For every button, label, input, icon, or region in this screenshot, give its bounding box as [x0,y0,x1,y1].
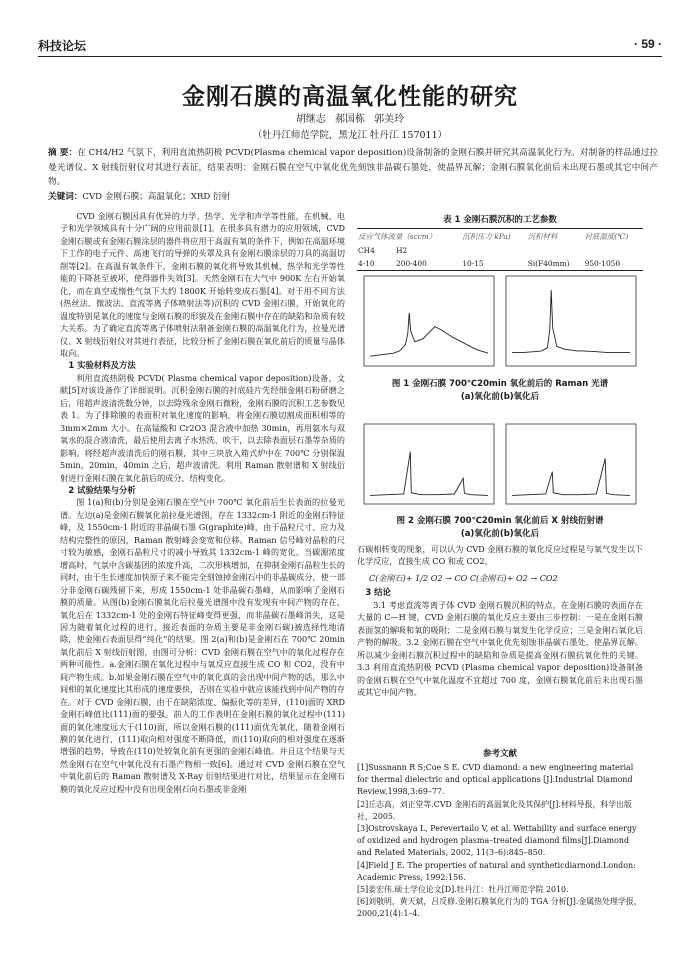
panel-a [364,424,494,504]
table-header: 沉积压力 kPa) [461,229,526,245]
panel-frame [506,424,636,504]
reference-item: [5]姜宏伟.硕士学位论文[D].牡丹江：牡丹江师范学院 2010. [357,885,569,895]
figure1-caption-title: 图 1 金刚石膜 700℃20min 氧化前后的 Raman 光谱 [391,379,609,389]
panel-frame [364,276,494,366]
figure1-caption-sub: (a)氧化前(b)氧化后 [460,392,540,402]
paragraph: 石碳相转变的现象，可以认为 CVD 金刚石膜的氧化反应过程是与氧气发生以下化学反应，直接生成 CO 和或 CO2。 [357,544,643,567]
abstract-label: 摘 要： [48,148,78,158]
series-line [512,458,630,495]
figure2-caption-sub: (a)氧化前(b)氧化后 [460,529,540,539]
raman-spectra-figure [360,272,642,372]
running-header [38,37,662,54]
table-cell: 4-10 [357,257,395,271]
panel-a [364,276,494,366]
panel-frame [364,424,494,504]
section-heading: 2 试验结果与分析 [68,484,136,495]
paper-title: 金刚石膜的高温氧化性能的研究 [182,84,518,110]
reference-item: [1]Sussnann R S;Coe S E. CVD diamond: a new engineering material for thermal dielectric and optical applications [J].Industrial Diamond Review,1998,3:69–77. [357,763,634,797]
abstract [48,146,658,190]
table-header: 反应气体流量（sccm） [357,229,461,245]
table-caption: 表 1 金刚石膜沉积的工艺参数 [443,215,557,225]
table-cell: 950-1050 [584,257,643,271]
equation: C(金刚石)+ 1/2 O2 → CO C(金刚石)+ O2 → CO2 [369,572,558,583]
series-line [370,313,488,356]
table-cell: 200-400 [395,257,461,271]
table-subheader: H2 [396,246,408,255]
section-heading: 3 结论 [365,587,391,598]
panel-b [506,276,636,366]
paragraph: 利用直流热阴极 PCVD( Plasma chemical vapor deposition)设备，文献[5]对该设备作了详细说明。沉积金刚石膜的衬底硅片先经细金刚石粉研磨之后，用超声波清洗数分钟，以去除残余金刚石微粉，金刚石膜的沉积工艺参数见表 1。为了排除膜的表面积对氧化速度的影响，将金刚石膜切割成面积相等的 3mm×2mm 大小。在高锰酸和 Cr2O3 混合液中加热 30min，再用氨水与双氧水的混合液清洗，最后使用去离子水热洗、吹干，以去除表面层石墨等杂质的影响。将经超声波清洗后的刚石膜，其中三块放入箱式炉中在 700℃ 分别保温 5min，20min，40min 之后，超声波清洗。利用 Raman 散射谱和 X 射线衍射进行金刚石膜在氧化前后的成分、结构变化。 [60,372,345,483]
keywords-label: 关键词： [48,192,83,202]
table-cell: 10-15 [461,257,526,271]
header-rule [38,56,662,57]
reference-item: [2]丘志高，刘正堂等.CVD 金刚石的高温氧化及其保护[J].材料导报，科学出版社，2005. [357,799,632,821]
paragraph: CVD 金刚石膜因具有优异的力学、热学、光学和声学等性能，在机械、电子和光学领域具有十分广阔的应用前景[1]。在很多具有潜力的应用领域，CVD 金刚石膜或有金刚石膜涂层的器件将应用于高温有氧的条件下，例如在高温环境下工作的电子元件、高速飞行的导弹的头罩及具有金刚石膜涂层的刀具的高温切削等[2]。在高温有氧条件下，金刚石膜的氧化将导致其机械、热学和光学等性能的下降甚至被坏，使得器件失效[3]。天然金刚石在大气中 900K 左右开始氧化，而在真空或惰性气氛下大约 1800K 开始转变成石墨[4]。对于用不同方法(热丝法、微波法、直流等离子体喷射法等)沉积的 CVD 金刚石膜，开始氧化的温度特别是氧化的速度与金刚石膜的形貌及在金刚石膜中存在的缺陷和杂质有较大关系。为了确定直流等离子体喷射法制备金刚石膜的高温氧化行为，拉曼光谱仪、X 射线衍射仪对其进行表征，比较分析了金刚石膜在氧化前后的质量与晶体取向。 [60,211,345,358]
figure2-caption-title: 图 2 金刚石膜 700℃20min 氧化前后 X 射线衍射谱 [396,516,604,526]
reference-item: [3]Ostrovskaya L, Perevertailo V, et al. Wettability and surface energy of oxidized and hydrogen plasma–treated diamond films[J].Diamond and Related Materials, 2002, 11(3–6):845–850. [357,824,637,858]
keywords [48,190,658,202]
table-header: 沉积材料 [527,229,584,245]
series-line [512,290,630,352]
affiliation: （牡丹江师范学院，黑龙江 牡丹江 157011） [252,130,448,141]
table-row [357,257,643,271]
xrd-spectra-figure [360,420,642,510]
figure2-caption [357,515,643,541]
reference-item: [4]Field J E. The properties of natural and syntheticdiarnond.London: Academic Press, 1992:156. [357,860,636,882]
table-subheader: CH4 [358,246,375,255]
table-header: 衬底温度(℃) [584,229,643,245]
references-title: 参考文献 [482,749,517,759]
table-subheader-row [357,244,643,257]
panel-b [506,424,636,504]
abstract-text: 在 CH4/H2 气氛下，利用直流热阴极 PCVD(Plasma chemical vapor deposition)设备制备的金刚石膜并研究其高温氧化行为。对制备的样品通过拉曼光谱仪、X 射线衍射仪对其进行表征，结果表明：金刚石膜在空气中氧化优先刻蚀非晶碳石墨处，使晶界瓦解；金刚石膜氧化前后未出现石墨或其它中间产物。 [48,148,658,187]
process-parameters-table [357,228,643,271]
journal-name: 科技论坛 [38,39,87,53]
authors: 胡继志 郝国栋 郭美玲 [295,114,405,125]
paragraph: 3.1 考虑直流等离子体 CVD 金刚石膜沉积的特点，在金刚石膜的表面存在大量的 C—H 键，CVD 金刚石膜的氧化反应主要由三步控制：一是在金刚石膜表面氢的解吸和氧的吸附；二是金刚石膜与氧发生化学反应；三是金刚石氧化后产物的解吸。3.2 金刚石膜在空气中氧化优先刻蚀非晶碳石墨处，使晶界瓦解。所以减少金刚石膜沉积过程中的缺陷和杂质是提高金刚石膜抗氧化性的关键。3.3 利用直流热阴极 PCVD (Plasma chemical vapor deposition)设备制备的金刚石膜在空气中氧化温度不宜超过 700 度，金刚石膜氧化前后未出现石墨或其它中间产物。 [357,599,643,697]
section-heading: 1 实验材料及方法 [68,360,136,371]
table-cell: Si(F40mm) [527,257,584,271]
table-header-row [357,229,643,245]
keywords-text: CVD 金刚石膜；高温氧化；XRD 衍射 [82,192,231,202]
series-line [370,452,488,496]
right-column [357,543,643,698]
references-list [357,762,643,921]
figure1-caption [357,378,643,404]
paragraph: 图 1(a)和(b)分别是金刚石膜在空气中 700℃ 氧化前后生长表面的拉曼光谱。左边(a)是金刚石膜氧化前拉曼光谱图，存在 1332cm-1 附近的金刚石特征峰，及 1550cm-1 附近的非晶碳石墨 G(graphite)峰，由于晶粒尺寸、应力及结构完整性的原因，Raman 散射峰会变宽和位移。Raman 信号峰对晶粒的尺寸较为敏感，金刚石晶粒尺寸的减小导致其 1332cm-1 峰的宽化。当碳源浓度增高时，气氛中含碳基团的浓度升高，二次形核增加，在抑制金刚石晶粒生长的同时，由于生长速度加快原子来不能完全刻蚀掉金刚石中的非晶碳成分，使一部分非金刚石碳残留下来，形成 1550cm-1 处非晶碳石墨峰，从而影响了金刚石膜的质量。从图(b)金刚石膜氧化后拉曼光谱图中没有发现有中间产物的存在，氧化后在 1332cm-1 处的金刚石特征峰变得更强，而非晶碳石墨峰消失，这是因为随着氧化过程的进行，接近表面的杂质主要是非金刚石碳)被选择性地清除，使金刚石表面层得“纯化”的结果。图 2(a)和(b)是金刚石在 700℃ 20min 氧化前后 X 射线衍射图，由图可分析：CVD 金刚石膜在空气中的氧化过程存在两种可能性。a.金刚石膜在氧化过程中与氧反应直接生成 CO 和 CO2，没有中间产物生成。b.如果金刚石膜在空气中的氧化真的会出现中间产物的话，那么中间相的氧化速度比其形成的速度要快，否则在实验中就应该能找到中间产物的存在。对于 CVD 金刚石膜，由于在缺陷浓度、偏振化等的差异，(110)面的 XRD 金刚石峰值比(111)面的要强。前人的工作表明在金刚石膜的氧化过程中(111)面的氧化速度远大于(110)面，所以金刚石膜的(111)面优先氧化，随着金刚石膜的氧化进行，(111)取向相对强度不断降低，而(110)取向的相对强度在逐渐增强的趋势，导致在(110)处较氧化前有更强的金刚石峰值。并且这个结果与天然金刚石在空气中氧化没有石墨产物相一致[6]。通过对 CVD 金刚石膜在空气中氧化前后的 Raman 散射谱及 X-Ray 衍射结果进行对比，结果显示在金刚石膜的氧化反应过程中没有出现金刚石向石墨或非金刚 [60,497,345,794]
left-column [60,210,345,795]
page-number: · 59 · [633,37,662,51]
reference-item: [6]刘敬明，黄天斌，吕反修.金刚石膜氧化行为的 TGA 分析[J].金属热处理学报，2000,21(4):1–4. [357,897,642,919]
